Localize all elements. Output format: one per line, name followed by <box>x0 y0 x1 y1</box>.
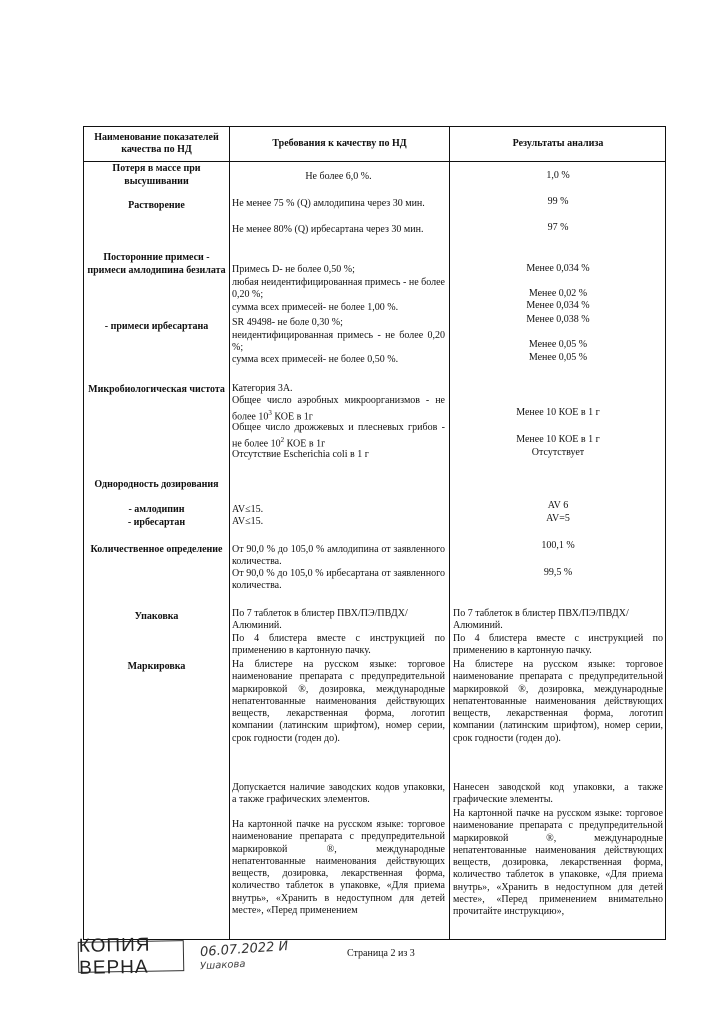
res-marking-box: На картонной пачке на русском языке: торговое наименование препарата с предупредительной маркировкой ®, международные непатентованные наименования действующих веществ, дозировка, лекарственная форма, количество таблеток в упаковке, «Для приема внутрь», «Хранить в недоступном для детей месте», «Перед применением внимательно прочитайте инструкцию», <box>453 808 663 918</box>
indicator-impurities: Посторонние примеси - примеси амлодипина безилата <box>87 252 226 276</box>
column-divider <box>449 127 450 939</box>
quality-table <box>83 126 666 940</box>
res-loss-on-drying: 1,0 % <box>546 170 570 181</box>
req-assay-amlodipine: От 90,0 % до 105,0 % амлодипина от заявленного количества. <box>232 544 445 568</box>
header-indicator: Наименование показателей качества по НД <box>94 132 219 155</box>
req-marking-blister: На блистере на русском языке: торговое наименование препарата с предупредительной маркировкой ®, дозировка, международные непатентованные наименования действующих веществ, лекарственная форма, логотип компании (латинским шрифтом), номер серии, срок годности (годен до). <box>232 659 445 744</box>
res-unidentified-amlodipine: Менее 0,02 % <box>528 288 588 299</box>
req-loss-on-drying: Не более 6,0 %. <box>305 171 372 182</box>
indicator-uniformity-amlodipine: - амлодипин <box>128 504 185 515</box>
res-dissolution-irbesartan: 97 % <box>547 222 569 233</box>
res-marking-blister: На блистере на русском языке: торговое наименование препарата с предупредительной маркировкой ®, дозировка, международные непатентованные наименования действующих веществ, лекарственная форма, логотип компании (латинским шрифтом), номер серии, срок годности (годен до). <box>453 659 663 744</box>
indicator-microbiology: Микробиологическая чистота <box>88 384 225 395</box>
req-dissolution-amlodipine: Не менее 75 % (Q) амлодипина через 30 мин. <box>232 198 425 209</box>
req-total-irbesartan: сумма всех примесей- не более 0,50 %. <box>232 354 399 365</box>
res-marking-codes: Нанесен заводской код упаковки, а также графические элементы. <box>453 782 663 806</box>
req-total-amlodipine: сумма всех примесей- не более 1,00 %. <box>232 302 399 313</box>
req-ecoli: Отсутствие Escherichia coli в 1 г <box>232 449 369 460</box>
indicator-loss-on-drying: Потеря в массе при высушивании <box>112 163 201 187</box>
header-results: Результаты анализа <box>512 138 604 149</box>
indicator-dissolution: Растворение <box>128 200 185 211</box>
res-aerobic-count: Менее 10 КОЕ в 1 г <box>516 407 600 418</box>
indicator-assay: Количественное определение <box>90 544 223 555</box>
indicator-irbesartan-impurities: - примеси ирбесартана <box>104 321 209 332</box>
header-divider <box>84 161 665 162</box>
res-impurity-d: Менее 0,034 % <box>526 263 590 274</box>
req-packaging-box: По 4 блистера вместе с инструкцией по применению в картонную пачку. <box>232 633 445 657</box>
res-ecoli: Отсутствует <box>531 447 585 458</box>
res-packaging-box: По 4 блистера вместе с инструкцией по применению в картонную пачку. <box>453 633 663 657</box>
req-aerobic-count: Общее число аэробных микроорганизмов - не более $10^3$ КОЕ в 1г <box>232 395 445 423</box>
req-impurity-d: Примесь D- не более 0,50 %; <box>232 264 355 275</box>
signature-name: Ушакова <box>199 958 246 973</box>
req-micro-category: Категория 3А. <box>232 383 293 394</box>
req-unidentified-amlodipine: любая неидентифицированная примесь - не более 0,20 %; <box>232 277 445 301</box>
req-marking-box: На картонной пачке на русском языке: торговое наименование препарата с предупредительной маркировкой ®, международные непатентованные наименования действующих веществ, дозировка, лекарственная форма, количество таблеток в упаковке, «Для приема внутрь», «Хранить в недоступном для детей месте», «Перед применением <box>232 819 445 917</box>
req-dissolution-irbesartan: Не менее 80% (Q) ирбесартана через 30 мин. <box>232 224 424 235</box>
res-yeast-mold: Менее 10 КОЕ в 1 г <box>516 434 600 445</box>
indicator-uniformity-irbesartan: - ирбесартан <box>127 517 186 528</box>
signature-date: 06.07.2022 И <box>199 938 289 961</box>
res-dissolution-amlodipine: 99 % <box>547 196 569 207</box>
req-uniformity-amlodipine: AV≤15. <box>232 504 264 515</box>
res-assay-irbesartan: 99,5 % <box>543 567 573 578</box>
column-divider <box>229 127 230 939</box>
indicator-packaging: Упаковка <box>134 611 179 622</box>
indicator-marking: Маркировка <box>127 661 186 672</box>
res-total-irbesartan: Менее 0,05 % <box>528 352 588 363</box>
res-assay-amlodipine: 100,1 % <box>541 540 575 551</box>
req-yeast-mold: Общее число дрожжевых и плесневых грибов - не более $10^2$ КОЕ в 1г <box>232 422 445 450</box>
indicator-uniformity: Однородность дозирования <box>94 479 219 490</box>
res-uniformity-irbesartan: AV=5 <box>546 513 570 524</box>
req-uniformity-irbesartan: AV≤15. <box>232 516 264 527</box>
req-sr49498: SR 49498- не боле 0,30 %; <box>232 317 343 328</box>
req-unidentified-irbesartan: неидентифицированная примесь - не более 0,20 %; <box>232 330 445 354</box>
header-requirements: Требования к качеству по НД <box>272 138 407 149</box>
res-sr49498: Менее 0,038 % <box>526 314 590 325</box>
req-packaging-blister: По 7 таблеток в блистер ПВХ/ПЭ/ПВДХ/Алюминий. <box>232 608 408 632</box>
page-number: Страница 2 из 3 <box>347 948 415 959</box>
res-total-amlodipine: Менее 0,034 % <box>526 300 590 311</box>
res-packaging-blister: По 7 таблеток в блистер ПВХ/ПЭ/ПВДХ/Алюминий. <box>453 608 629 632</box>
req-marking-codes: Допускается наличие заводских кодов упаковки, а также графических элементов. <box>232 782 445 806</box>
res-unidentified-irbesartan: Менее 0,05 % <box>528 339 588 350</box>
req-assay-irbesartan: От 90,0 % до 105,0 % ирбесартана от заявленного количества. <box>232 568 445 592</box>
copy-certified-stamp: КОПИЯ ВЕРНА <box>78 940 185 973</box>
res-uniformity-amlodipine: AV 6 <box>547 500 569 511</box>
